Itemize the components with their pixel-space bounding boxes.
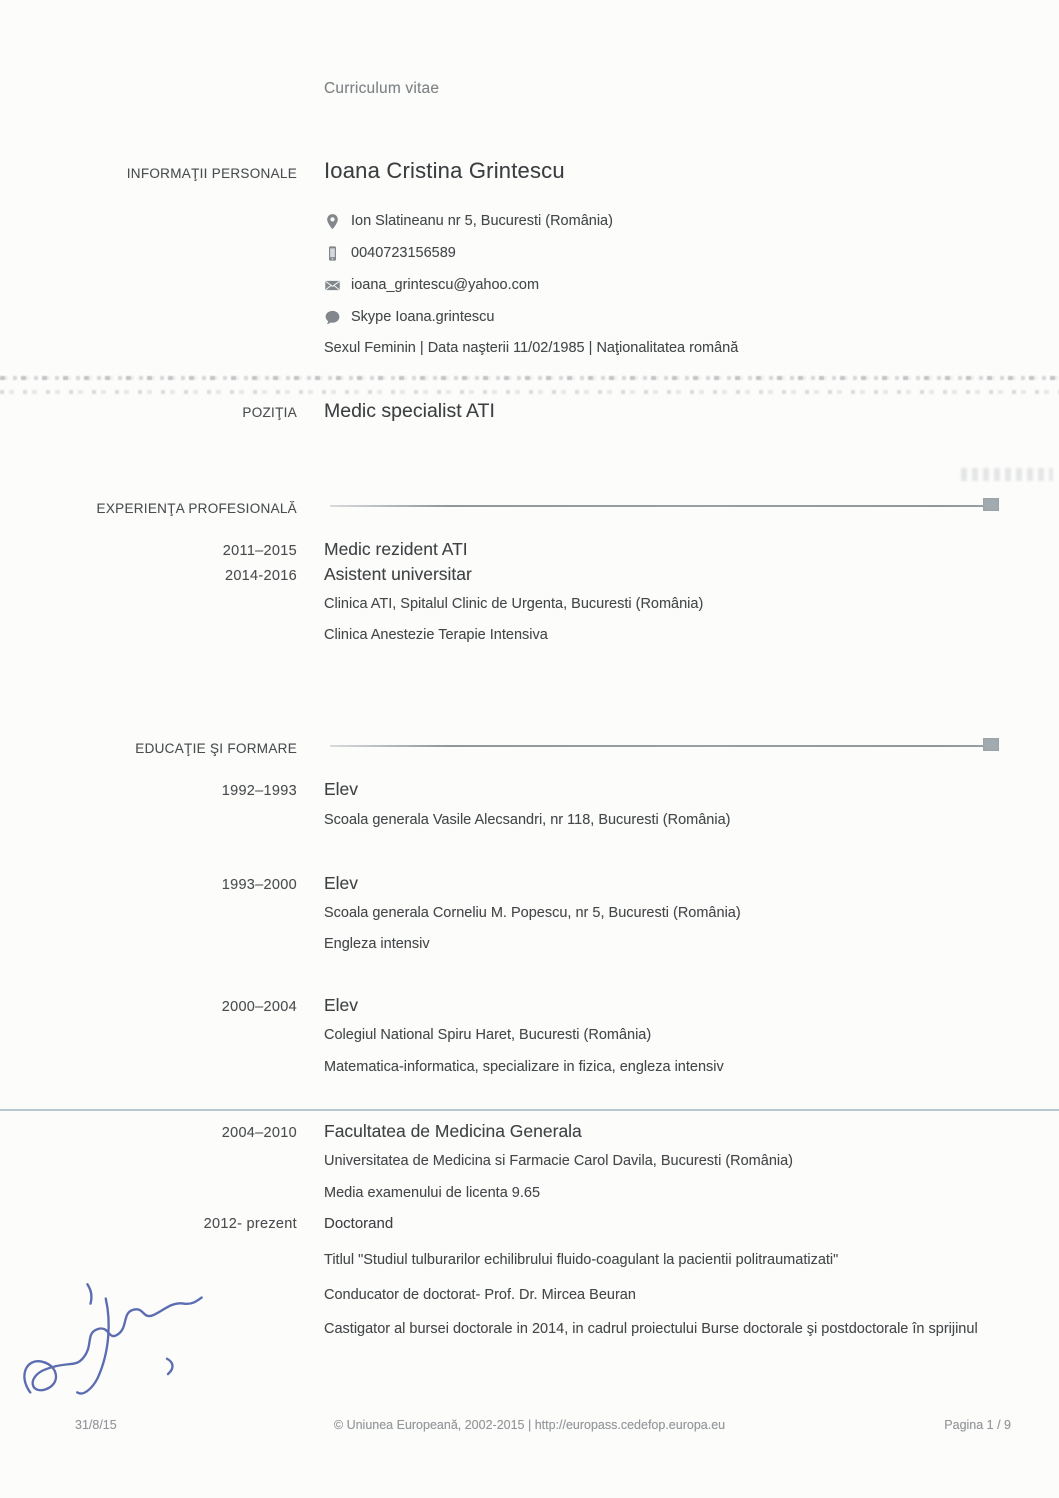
person-name: Ioana Cristina Grintescu: [324, 158, 565, 183]
handwritten-signature: [16, 1272, 220, 1420]
education-detail: Media examenului de licenta 9.65: [324, 1185, 541, 1201]
experience-detail-row: [0, 627, 1059, 643]
education-dates: 2004–2010: [221, 1125, 297, 1141]
section-label-education: EDUCAŢIE ŞI FORMARE: [135, 741, 297, 756]
demographics-line: Sexul Feminin | Data naşterii 11/02/1985 | Naţionalitatea română: [324, 340, 739, 356]
education-title: Elev: [324, 779, 359, 799]
education-detail-row: [0, 812, 1059, 828]
document-type-label: Curriculum vitae: [324, 80, 440, 97]
education-detail: Scoala generala Corneliu M. Popescu, nr 5, Bucuresti (România): [324, 905, 741, 921]
experience-detail: Clinica ATI, Spitalul Clinic de Urgenta, Bucuresti (România): [324, 596, 704, 612]
footer-page-number: Pagina 1 / 9: [944, 1418, 1011, 1432]
footer-copyright: © Uniunea Europeană, 2002-2015 | http://europass.cedefop.europa.eu: [333, 1418, 726, 1432]
education-dates: 1992–1993: [221, 783, 297, 799]
education-detail: Scoala generala Vasile Alecsandri, nr 118, Bucuresti (România): [324, 812, 731, 828]
education-title-row: [0, 779, 1059, 800]
education-title-row: [0, 1215, 1059, 1232]
footer-date: 31/8/15: [75, 1418, 117, 1432]
contact-phone: 0040723156589: [351, 245, 456, 261]
section-rule-endcap: [983, 738, 999, 751]
education-detail: Conducator de doctorat- Prof. Dr. Mircea Beuran: [324, 1287, 636, 1303]
position-row: [0, 400, 1059, 423]
education-detail: Titlul "Studiul tulburarilor echilibrului fluido-coagulant la pacientii politraumatizati": [324, 1252, 839, 1268]
position-value: Medic specialist ATI: [324, 400, 495, 422]
contact-address: Ion Slatineanu nr 5, Bucuresti (România): [351, 213, 613, 229]
section-rule-endcap: [983, 498, 999, 511]
education-detail: Colegiul National Spiru Haret, Bucuresti (România): [324, 1027, 652, 1043]
education-detail: Matematica-informatica, specializare in fizica, engleza intensiv: [324, 1059, 724, 1075]
contact-row-phone: [324, 237, 613, 269]
section-rule-area: [324, 497, 993, 513]
education-title-row: [0, 873, 1059, 894]
scan-noise-band: [0, 390, 1059, 394]
education-dates: 2000–2004: [221, 999, 297, 1015]
education-title: Doctorand: [324, 1215, 394, 1232]
scan-artifact: [961, 468, 1053, 481]
personal-info-row: [0, 158, 1059, 184]
mobile-phone-icon: [324, 245, 341, 262]
location-pin-icon: [324, 213, 341, 230]
experience-title: Asistent universitar: [324, 564, 472, 584]
education-detail-row: [0, 905, 1059, 921]
section-label-personal-info: INFORMAŢII PERSONALE: [126, 166, 297, 181]
education-title-row: [0, 995, 1059, 1016]
experience-detail-row: [0, 596, 1059, 612]
experience-title-row: [0, 564, 1059, 585]
experience-dates: 2011–2015: [222, 543, 297, 559]
document-header-row: [0, 80, 1059, 98]
experience-title: Medic rezident ATI: [324, 539, 468, 559]
education-detail: Engleza intensiv: [324, 936, 430, 952]
education-detail: Universitatea de Medicina si Farmacie Carol Davila, Bucuresti (România): [324, 1153, 794, 1169]
education-title: Facultatea de Medicina Generala: [324, 1121, 582, 1141]
section-rule-line: [330, 745, 989, 747]
contact-email: ioana_grintescu@yahoo.com: [351, 277, 540, 293]
section-label-experience: EXPERIENŢA PROFESIONALĂ: [96, 501, 297, 516]
section-label-position: POZIŢIA: [242, 405, 297, 420]
education-dates: 2012- prezent: [203, 1216, 297, 1232]
education-section-header: [0, 737, 1059, 756]
speech-bubble-icon: [324, 309, 341, 326]
education-title: Elev: [324, 995, 359, 1015]
education-title-row: [0, 1121, 1059, 1142]
page-break-divider: [0, 1109, 1059, 1111]
education-detail: Castigator al bursei doctorale in 2014, in cadrul proiectului Burse doctorale şi postdoctorale în sprijinul: [324, 1321, 978, 1337]
experience-title-row: [0, 539, 1059, 560]
contact-row-skype: [324, 301, 613, 333]
contact-skype: Skype Ioana.grintescu: [351, 309, 495, 325]
education-title: Elev: [324, 873, 359, 893]
education-detail-row: [0, 1059, 1059, 1075]
education-detail-row: [0, 936, 1059, 952]
page-footer: [0, 1418, 1059, 1438]
experience-detail: Clinica Anestezie Terapie Intensiva: [324, 627, 548, 643]
contact-row-address: [324, 205, 613, 237]
education-detail-row: [0, 1153, 1059, 1169]
education-dates: 1993–2000: [221, 877, 297, 893]
education-detail-row: [0, 1185, 1059, 1201]
section-rule-line: [330, 505, 989, 507]
education-detail-row: [0, 1027, 1059, 1043]
education-detail-row: [0, 1252, 1059, 1268]
section-rule-area: [324, 737, 993, 753]
contact-list: [324, 205, 613, 333]
envelope-icon: [324, 277, 341, 294]
experience-section-header: [0, 497, 1059, 516]
scan-noise-band: [0, 376, 1059, 380]
contact-row-email: [324, 269, 613, 301]
experience-dates: 2014-2016: [224, 568, 297, 584]
